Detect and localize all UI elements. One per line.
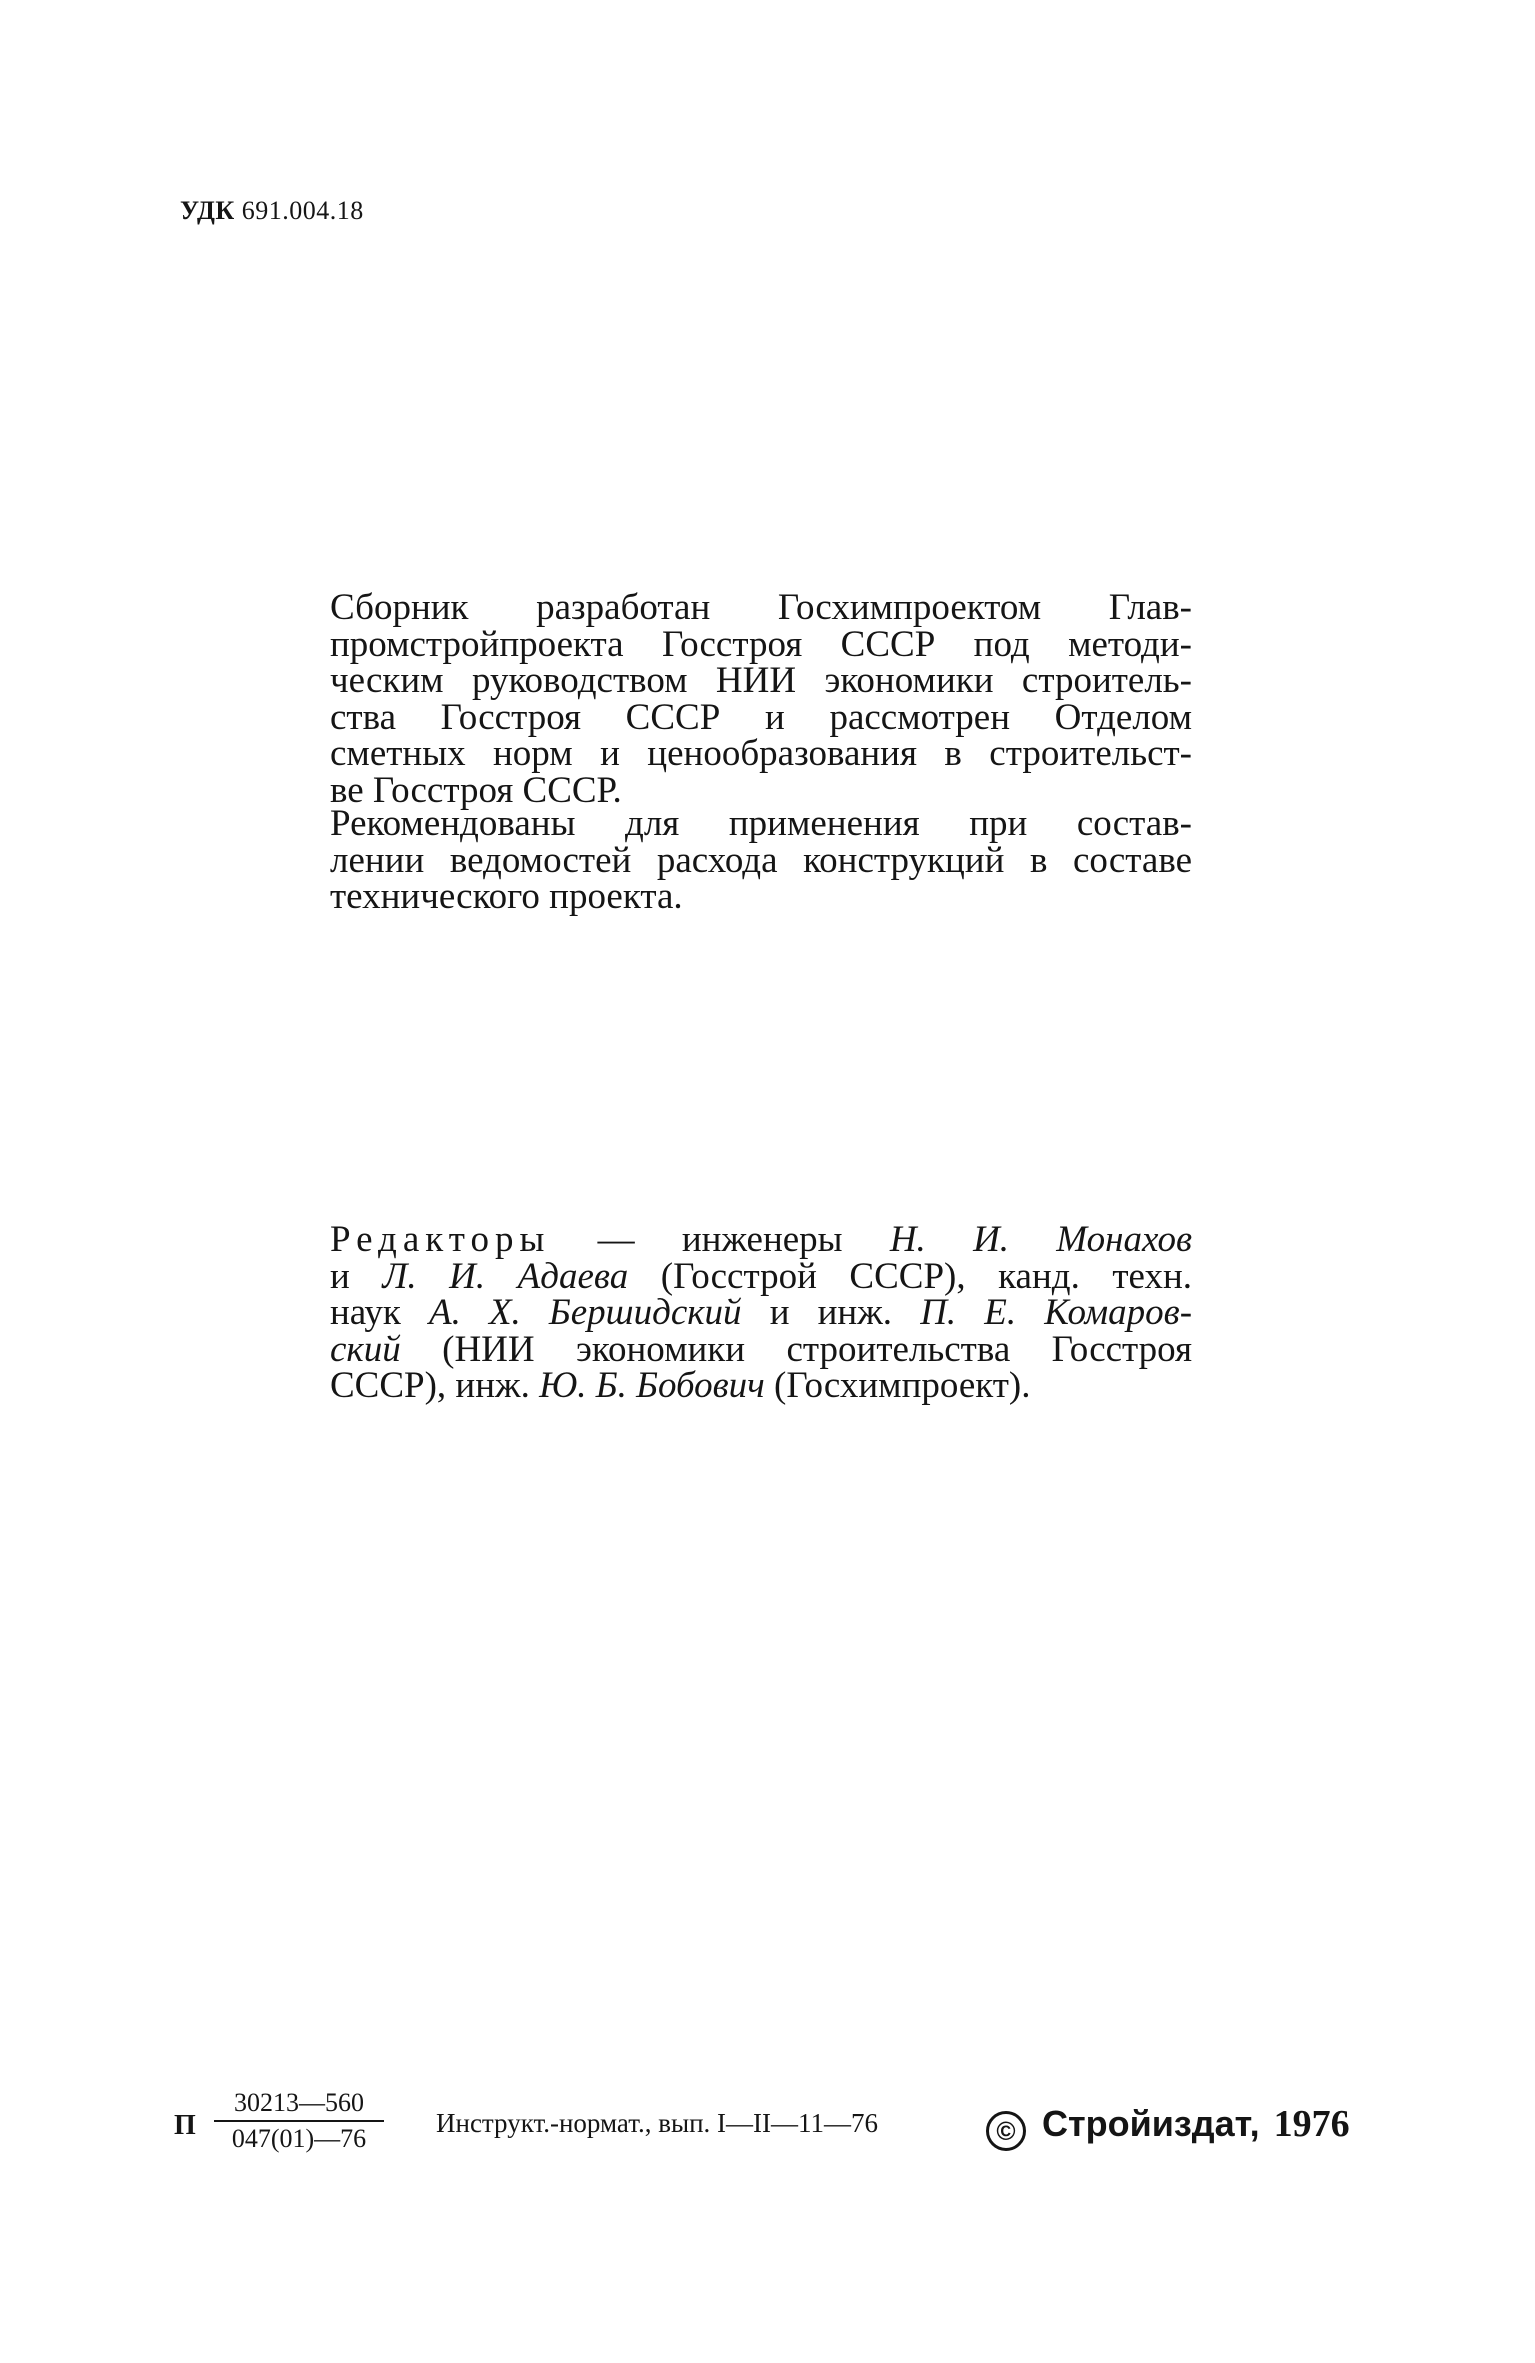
editors-line [330,1255,1193,1297]
editors-line [330,1328,1192,1370]
editor-name: П. Е. Комаров- [920,1292,1193,1333]
editor-name: Ю. Б. Бобович [539,1365,765,1406]
series-info: Инструкт.-нормат., вып. I—II—11—76 [436,2108,879,2138]
text-line: Рекомендованы для применения при состав- [330,803,1192,844]
text-line: Сборник разработан Госхимпроектом Глав- [330,587,1192,628]
imprint [174,2088,1364,2168]
editor-name: А. Х. Бершидский [428,1292,742,1333]
copyright [986,2102,1350,2151]
editors-line [330,1292,1193,1333]
text-line: технического проекта. [330,876,683,917]
text-line: ства Госстроя СССР и рассмотрен Отделом [330,696,1192,738]
editors-lead: Редакторы [330,1219,551,1260]
editor-name: Н. И. Монахов [889,1219,1193,1260]
catalog-numerator: 30213—560 [214,2088,384,2122]
editors-text: СССР), инж. [330,1365,530,1406]
udk-label: УДК [180,196,235,225]
catalog-denominator: 047(01)—76 [231,2124,367,2153]
editors-text: — инженеры [597,1219,843,1260]
editors-text: наук [330,1292,401,1333]
editors-line [330,1219,1193,1260]
text-line: ческим руководством НИИ экономики строитель- [330,660,1192,701]
copyright-icon: © [986,2111,1026,2151]
editors-text: (Госхимпроект). [774,1365,1031,1406]
editors-text: (НИИ экономики строительства Госстроя [442,1328,1192,1370]
editors-line [330,1365,1192,1406]
imprint-letter: П [174,2110,196,2141]
text-line: ве Госстроя СССР. [330,769,622,811]
publisher: Стройиздат, [1042,2103,1260,2144]
text-line: лении ведомостей расхода конструкций в составе [330,839,1192,881]
editors-text: и инж. [769,1292,893,1333]
paragraph-recommendation [330,803,1192,917]
editors-text: и [330,1255,350,1297]
paragraph-development [330,587,1192,811]
publication-year: 1976 [1273,2103,1350,2145]
text-line: сметных норм и ценообразования в строительст- [330,733,1192,774]
editor-name: ский [330,1328,401,1370]
editors-text: (Госстрой СССР), канд. техн. [660,1255,1193,1297]
udk-code [180,196,364,226]
editor-name: Л. И. Адаева [382,1255,629,1297]
text-line: промстройпроекта Госстроя СССР под методи- [330,623,1192,665]
udk-number: 691.004.18 [241,196,364,225]
catalog-fraction [214,2088,384,2154]
editors-block [330,1219,1193,1406]
